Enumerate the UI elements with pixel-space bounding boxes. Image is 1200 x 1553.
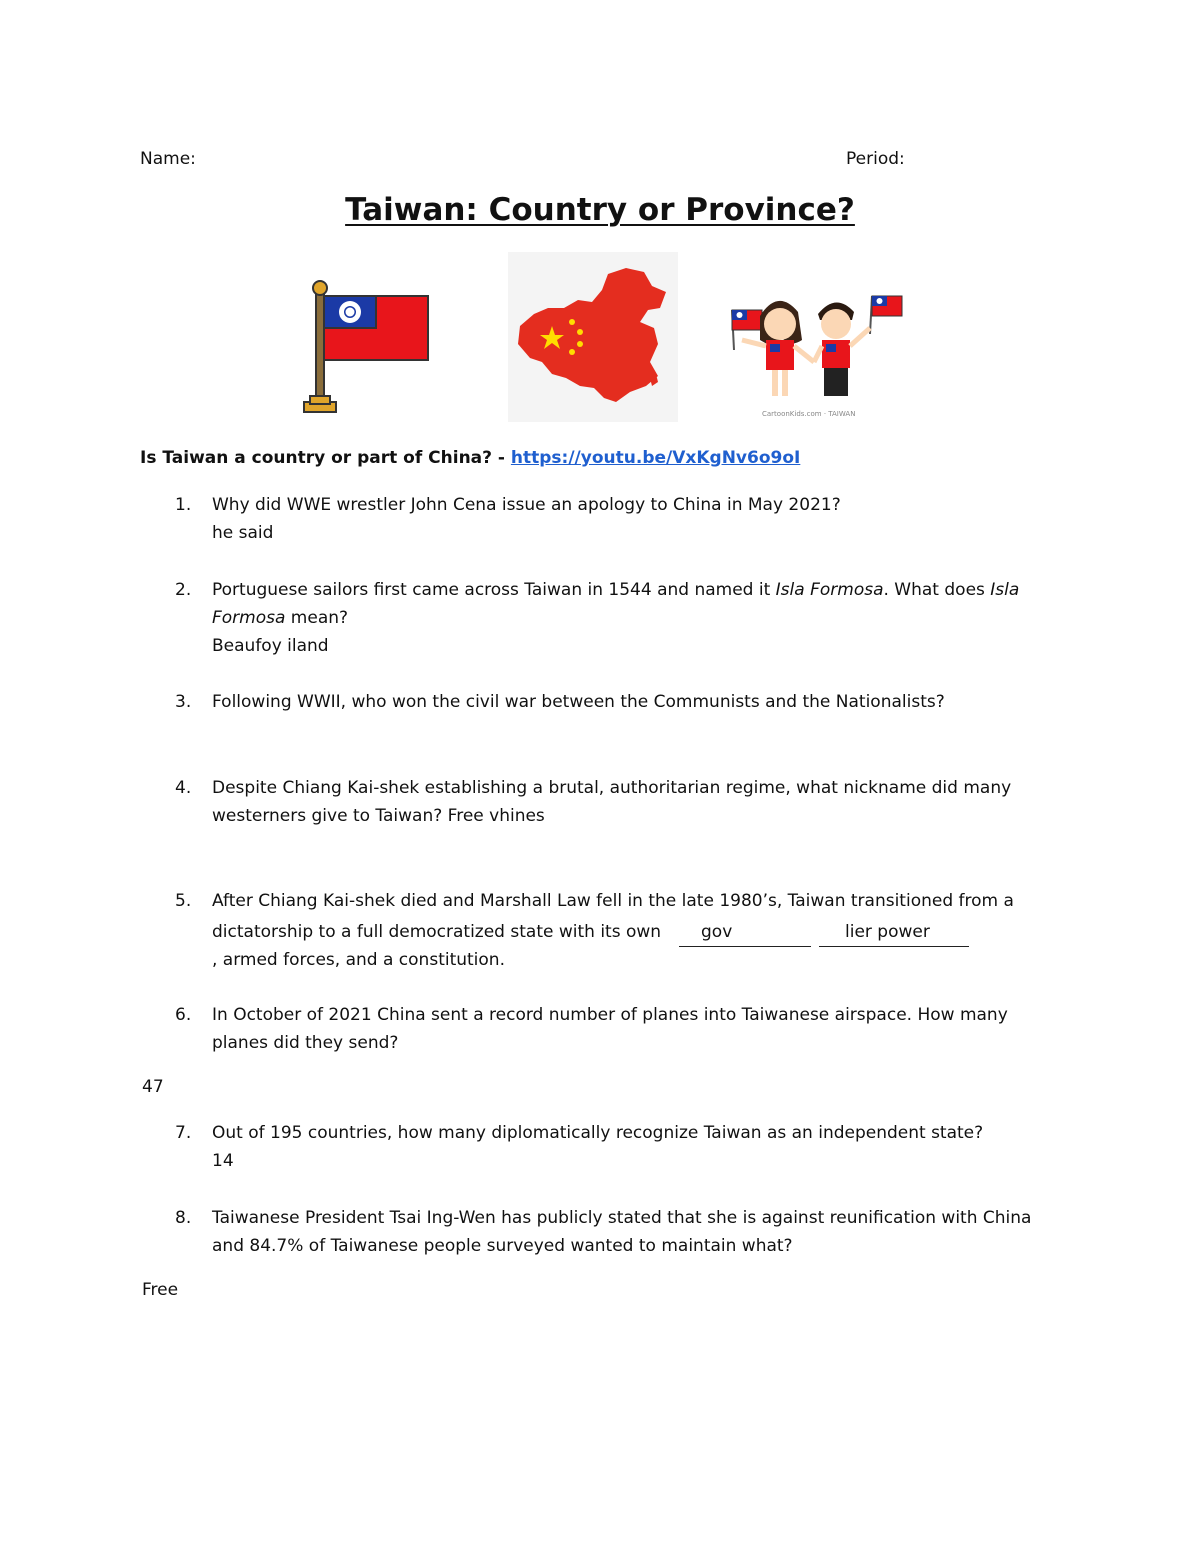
question-5-line1: After Chiang Kai-shek died and Marshall Law fell in the late 1980’s, Taiwan transitioned from a <box>212 891 1014 911</box>
blank-answer-1: gov <box>679 918 811 947</box>
question-1: Why did WWE wrestler John Cena issue an apology to China in May 2021? <box>212 495 841 515</box>
question-number: 7. <box>175 1123 192 1143</box>
answer-7: 14 <box>212 1151 234 1171</box>
question-8-line2: and 84.7% of Taiwanese people surveyed wanted to maintain what? <box>212 1236 793 1256</box>
kids-with-flags-icon <box>720 288 905 420</box>
question-5-line3: , armed forces, and a constitution. <box>212 950 505 970</box>
question-number: 6. <box>175 1005 192 1025</box>
video-prompt-line <box>140 444 800 472</box>
taiwan-flag-icon <box>296 280 436 422</box>
question-5-line2: dictatorship to a full democratized state with its own <box>212 922 662 942</box>
question-8-line1: Taiwanese President Tsai Ing-Wen has publicly stated that she is against reunification with China <box>212 1208 1032 1228</box>
video-link[interactable]: https://youtu.be/VxKgNv6o9oI <box>510 448 801 468</box>
question-6-line2: planes did they send? <box>212 1033 399 1053</box>
question-3: Following WWII, who won the civil war between the Communists and the Nationalists? <box>212 692 945 712</box>
video-prompt: Is Taiwan a country or part of China? - <box>140 448 511 468</box>
answer-6: 47 <box>142 1077 164 1097</box>
blank-answer-2: lier power <box>819 918 969 947</box>
answer-2: Beaufoy iland <box>212 636 329 656</box>
question-2-line1: Portuguese sailors first came across Taiwan in 1544 and named it Isla Formosa. What does Isla <box>212 580 1020 600</box>
question-number: 4. <box>175 778 192 798</box>
question-number: 2. <box>175 580 192 600</box>
answer-1: he said <box>212 523 274 543</box>
question-7: Out of 195 countries, how many diplomatically recognize Taiwan as an independent state? <box>212 1123 984 1143</box>
image-caption: CartoonKids.com · TAIWAN <box>762 410 856 418</box>
answer-8: Free <box>142 1280 179 1300</box>
question-4-line1: Despite Chiang Kai-shek establishing a brutal, authoritarian regime, what nickname did many <box>212 778 1012 798</box>
question-number: 3. <box>175 692 192 712</box>
question-number: 5. <box>175 891 192 911</box>
page-title: Taiwan: Country or Province? <box>345 192 855 228</box>
name-label: Name: <box>140 149 196 169</box>
period-label: Period: <box>846 149 905 169</box>
question-number: 8. <box>175 1208 192 1228</box>
question-4-line2: westerners give to Taiwan? Free vhines <box>212 806 545 826</box>
question-2-line2: Formosa mean? <box>212 608 349 628</box>
question-number: 1. <box>175 495 192 515</box>
china-map-icon <box>508 252 678 422</box>
question-6-line1: In October of 2021 China sent a record number of planes into Taiwanese airspace. How many <box>212 1005 1008 1025</box>
